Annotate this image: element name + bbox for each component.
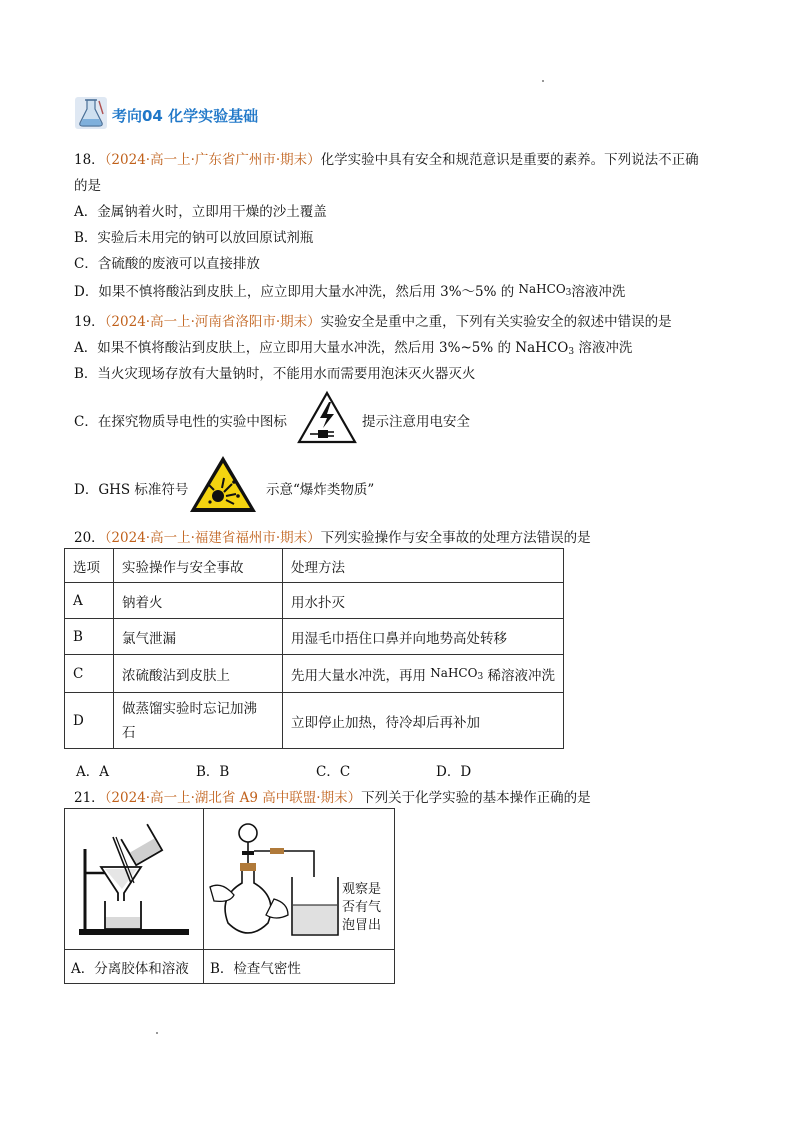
q19-option-a [74,336,632,357]
question-source: （2024·高一上·河南省洛阳市·期末） [104,314,321,330]
question-number: 19． [74,314,105,330]
question-number: 20． [74,530,105,546]
table-cell: 用水扑灭 [283,583,564,619]
table-row [65,583,564,619]
formula-subscript: 3 [565,288,572,298]
explosive-warning-icon [188,454,258,518]
table-cell: B [65,619,114,655]
option-a: A．A [76,764,109,780]
q19-option-c [74,410,287,430]
table-cell: 立即停止加热，待冷却后再补加 [283,693,564,749]
table-header-row [65,549,564,583]
question-source: （2024·高一上·广东省广州市·期末） [104,152,321,168]
formula-main: NaHCO [518,282,566,296]
q19-option-d [74,478,188,498]
note-line: 泡冒出 [342,918,382,933]
option-text: D．GHS 标准符号 [74,482,189,498]
option-c: C．C [316,764,351,780]
figure-row [65,809,395,950]
table-header-cell: 实验操作与安全事故 [114,549,283,583]
note-line: 观察是 [342,882,382,897]
section-title: 考向04 化学实验基础 [112,106,259,125]
question-source: （2024·高一上·湖北省 A9 高中联盟·期末） [104,790,362,806]
formula-subscript: 3 [568,347,575,357]
q18-option-a: A．金属钠着火时，立即用干燥的沙土覆盖 [74,204,327,220]
q19-option-d-end: 示意“爆炸类物质” [266,482,375,498]
table-cell: C [65,655,114,693]
question-number: 21． [74,790,105,806]
cell-text: 先用大量水冲洗，再用 [291,667,431,684]
option-text: A．如果不慎将酸沾到皮肤上，应立即用大量水冲洗，然后用 3%~5% 的 NaHCO [74,340,569,356]
option-text: C．在探究物质导电性的实验中图标 [74,414,287,430]
q18-stem-line1 [74,148,699,168]
q19-option-b: B．当火灾现场存放有大量钠时，不能用水而需要用泡沫灭火器灭火 [74,366,476,382]
caption-b: B．检查气密性 [204,950,395,984]
q21-figure-table [64,808,395,984]
caption-a: A．分离胶体和溶液 [65,950,204,984]
q20-table [64,548,564,749]
option-d: D．D [436,764,472,780]
table-cell: A [65,583,114,619]
caption-row [65,950,395,984]
cell-line: 石 [122,724,136,741]
table-cell: 氯气泄漏 [114,619,283,655]
table-row [65,693,564,749]
question-number: 18． [74,152,105,168]
table-cell: 钠着火 [114,583,283,619]
chem-formula [430,666,483,680]
question-stem: 实验安全是重中之重，下列有关实验安全的叙述中错误的是 [320,314,672,330]
scan-dot [542,80,544,82]
section-heading [74,96,258,134]
q18-option-c: C．含硫酸的废液可以直接排放 [74,256,260,272]
filtration-apparatus-figure [65,809,203,945]
question-source: （2024·高一上·福建省福州市·期末） [104,530,321,546]
table-header-cell: 选项 [65,549,114,583]
table-header-cell: 处理方法 [283,549,564,583]
table-row [65,655,564,693]
question-stem: 下列实验操作与安全事故的处理方法错误的是 [320,530,591,546]
cell-text-end: 稀溶液冲洗 [483,667,555,684]
question-stem: 下列关于化学实验的基本操作正确的是 [361,790,591,806]
option-b: B．B [196,764,230,780]
question-stem: 化学实验中具有安全和规范意识是重要的素养。下列说法不正确 [320,152,699,168]
option-text: D．如果不慎将酸沾到皮肤上，应立即用大量水冲洗，然后用 3%～5% 的 [74,284,519,300]
note-line: 否有气 [342,900,382,915]
q18-stem-line2: 的是 [74,178,101,194]
table-cell [283,655,564,693]
q18-option-b: B．实验后未用完的钠可以放回原试剂瓶 [74,230,314,246]
q20-options [76,760,556,780]
formula-main: NaHCO [430,665,478,680]
option-text-end: 溶液冲洗 [574,340,633,356]
q19-stem [74,310,672,330]
table-cell [114,693,283,749]
table-cell: D [65,693,114,749]
electric-hazard-icon [296,390,358,450]
cell-line: 做蒸馏实验时忘记加沸 [122,700,257,717]
q21-stem [74,786,591,806]
q18-option-d [74,280,625,300]
flask-icon [74,96,108,134]
observe-bubbles-note [342,881,381,935]
option-text-end: 溶液冲洗 [571,284,626,300]
q20-stem [74,526,591,546]
scan-dot [156,1032,158,1034]
table-row [65,619,564,655]
table-cell: 浓硫酸沾到皮肤上 [114,655,283,693]
formula-subscript: 3 [477,671,484,682]
figure-cell-a [65,809,204,950]
chem-formula [519,282,572,296]
figure-cell-b [204,809,395,950]
q19-option-c-end: 提示注意用电安全 [362,414,470,430]
table-cell: 用湿毛巾捂住口鼻并向地势高处转移 [283,619,564,655]
